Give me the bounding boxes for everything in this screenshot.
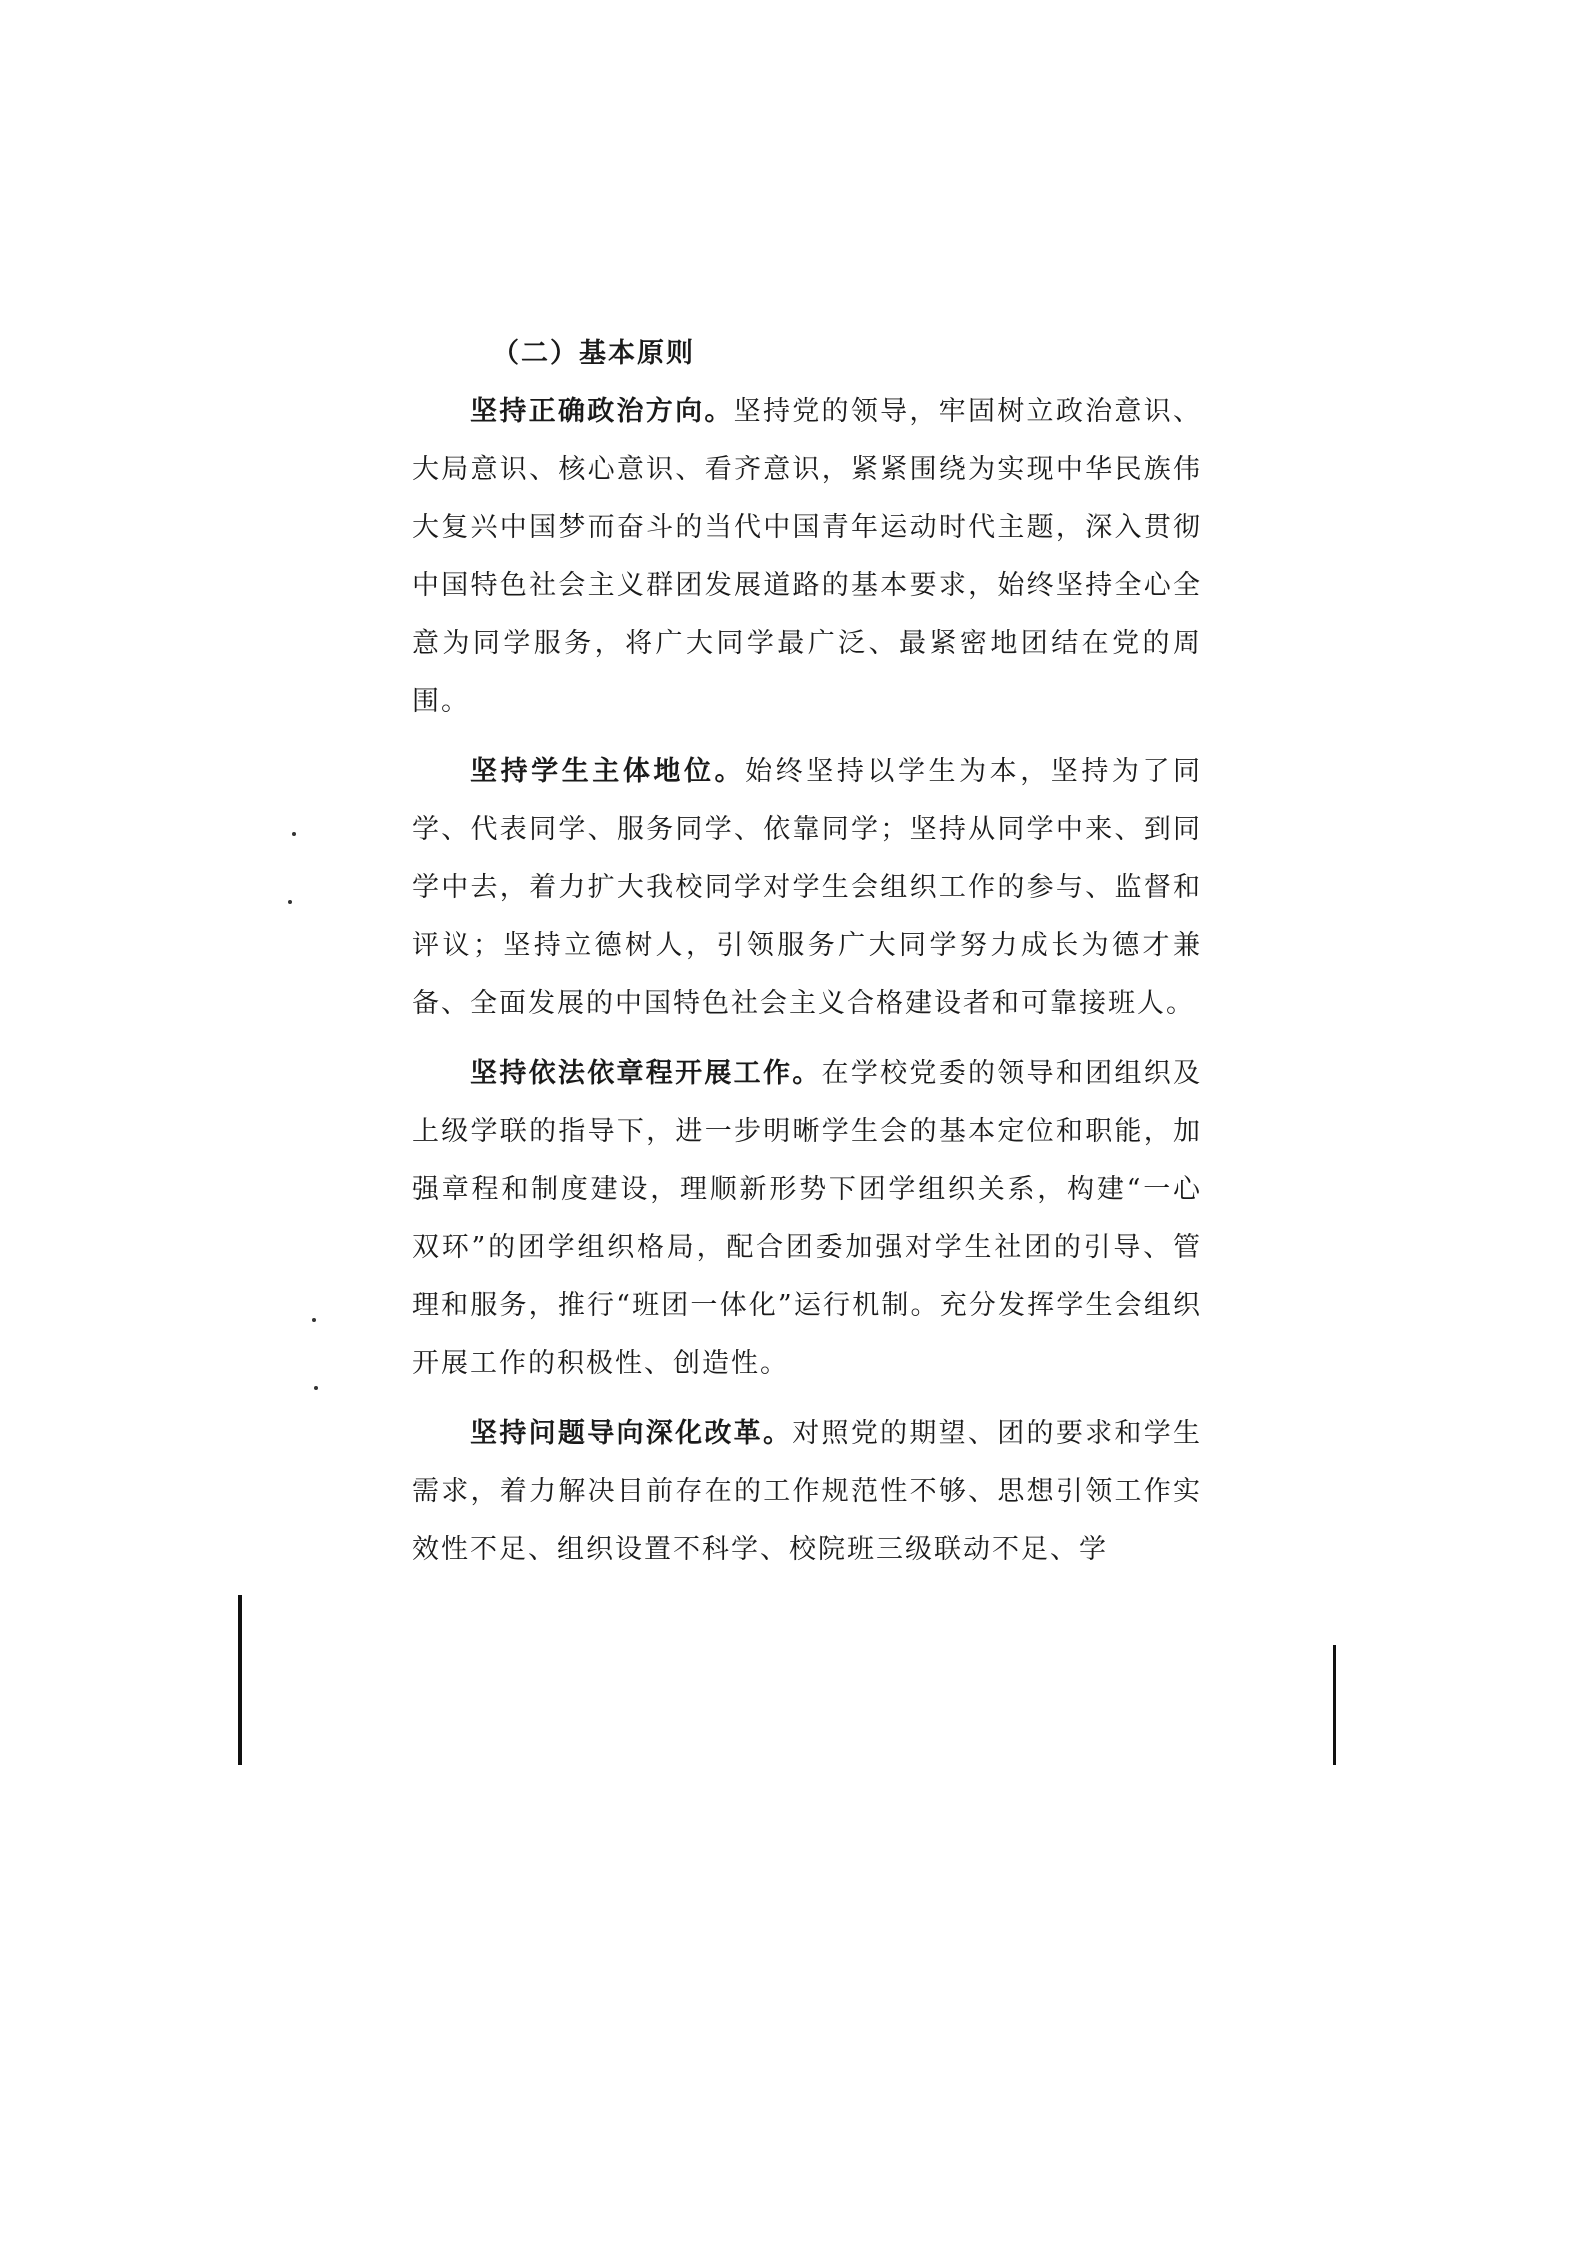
scan-speck: [314, 1386, 318, 1390]
scan-speck: [288, 900, 292, 904]
principle-text: 坚持党的领导，牢固树立政治意识、大局意识、核心意识、看齐意识，紧紧围绕为实现中华民族伟大复兴中国梦而奋斗的当代中国青年运动时代主题，深入贯彻中国特色社会主义群团发展道路的基本要求，始终坚持全心全意为同学服务，将广大同学最广泛、最紧密地团结在党的周围。: [412, 396, 1203, 717]
principle-heading: 坚持学生主体地位。: [470, 756, 746, 787]
scan-speck: [312, 1318, 316, 1322]
principle-heading: 坚持问题导向深化改革。: [470, 1418, 793, 1449]
principle-text: 对照党的期望、团的要求和学生需求，着力解决目前存在的工作规范性不够、思想引领工作实效性不足、组织设置不科学、校院班三级联动不足、学: [412, 1418, 1203, 1565]
principle-paragraph-reform: [412, 1405, 1202, 1591]
section-title: （二）基本原则: [492, 338, 695, 369]
scan-speck: [292, 832, 296, 836]
principle-paragraph-political-direction: [412, 383, 1202, 743]
principle-paragraph-charter-work: [412, 1045, 1202, 1405]
principle-text: 始终坚持以学生为本，坚持为了同学、代表同学、服务同学、依靠同学；坚持从同学中来、到同学中去，着力扩大我校同学对学生会组织工作的参与、监督和评议；坚持立德树人，引领服务广大同学努力成长为德才兼备、全面发展的中国特色社会主义合格建设者和可靠接班人。: [412, 756, 1203, 1019]
principle-heading: 坚持正确政治方向。: [470, 396, 734, 427]
principle-heading: 坚持依法依章程开展工作。: [470, 1058, 822, 1089]
scan-left-edge-mark: [238, 1595, 242, 1765]
document-body: [412, 325, 1202, 1591]
scan-right-edge-mark: [1333, 1645, 1336, 1765]
principle-paragraph-student-subject: [412, 743, 1202, 1045]
principle-text: 在学校党委的领导和团组织及上级学联的指导下，进一步明晰学生会的基本定位和职能，加强章程和制度建设，理顺新形势下团学组织关系，构建“一心双环”的团学组织格局，配合团委加强对学生社团的引导、管理和服务，推行“班团一体化”运行机制。充分发挥学生会组织开展工作的积极性、创造性。: [412, 1058, 1203, 1379]
